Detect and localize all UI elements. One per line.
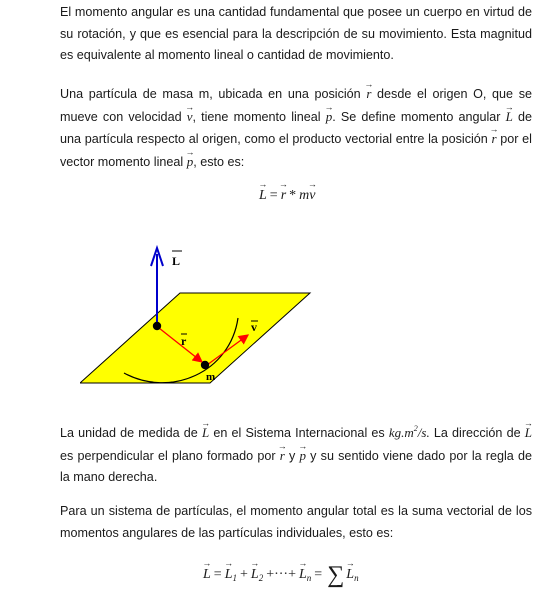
total-angular-momentum-equation: → $L =\to L_1 +\to L_2$ +···+→ $L_n$ = ∑→ $L_n$ xyxy=(203,562,359,589)
vector-p: → p xyxy=(187,151,194,173)
units-paragraph: La unidad de medida de → L en el Sistema Internacional es $kg.m^2/s$. La dirección de → L es perpendicular el plano formado por → r y → p y su sentido viene dado por la regla de la mano derecha. xyxy=(60,418,532,489)
label-r: r xyxy=(181,334,187,348)
vector-p: → p xyxy=(326,106,333,128)
origin-point xyxy=(153,322,161,330)
label-m: m xyxy=(206,371,216,383)
vector-v: → v xyxy=(187,106,193,128)
label-L: L xyxy=(172,254,181,268)
vector-r: → r xyxy=(280,445,285,467)
system-paragraph: Para un sistema de partículas, el momento angular total es la suma vectorial de los momentos angulares de las partículas individuales, esto es: xyxy=(60,504,532,540)
particle-point xyxy=(201,361,209,369)
vector-p: → p xyxy=(299,445,306,467)
label-v: v xyxy=(251,320,257,334)
angular-momentum-equation: → L =→ r * m→ v xyxy=(259,188,316,204)
plane xyxy=(80,293,310,383)
vector-L: → L xyxy=(525,422,532,444)
vector-r: → r xyxy=(366,83,371,105)
vector-L: → L xyxy=(506,106,513,128)
angular-momentum-diagram xyxy=(80,238,330,398)
definition-paragraph: Una partícula de masa m, ubicada en una posición → r desde el origen O, que se mueve con velocidad → v, tiene momento lineal → p. Se define momento angular → L de una partícula respecto al origen, como el producto vectorial entre la posición → r por el vector momento lineal → p, esto es: xyxy=(60,83,532,173)
intro-paragraph: El momento angular es una cantidad fundamental que posee un cuerpo en virtud de su rotación, y que es esencial para la descripción de su movimiento. Esta magnitud es equivalente al momento lineal o cantidad de movimiento. xyxy=(60,5,532,62)
vector-r: → r xyxy=(492,128,497,150)
vector-L: → L xyxy=(202,422,209,444)
